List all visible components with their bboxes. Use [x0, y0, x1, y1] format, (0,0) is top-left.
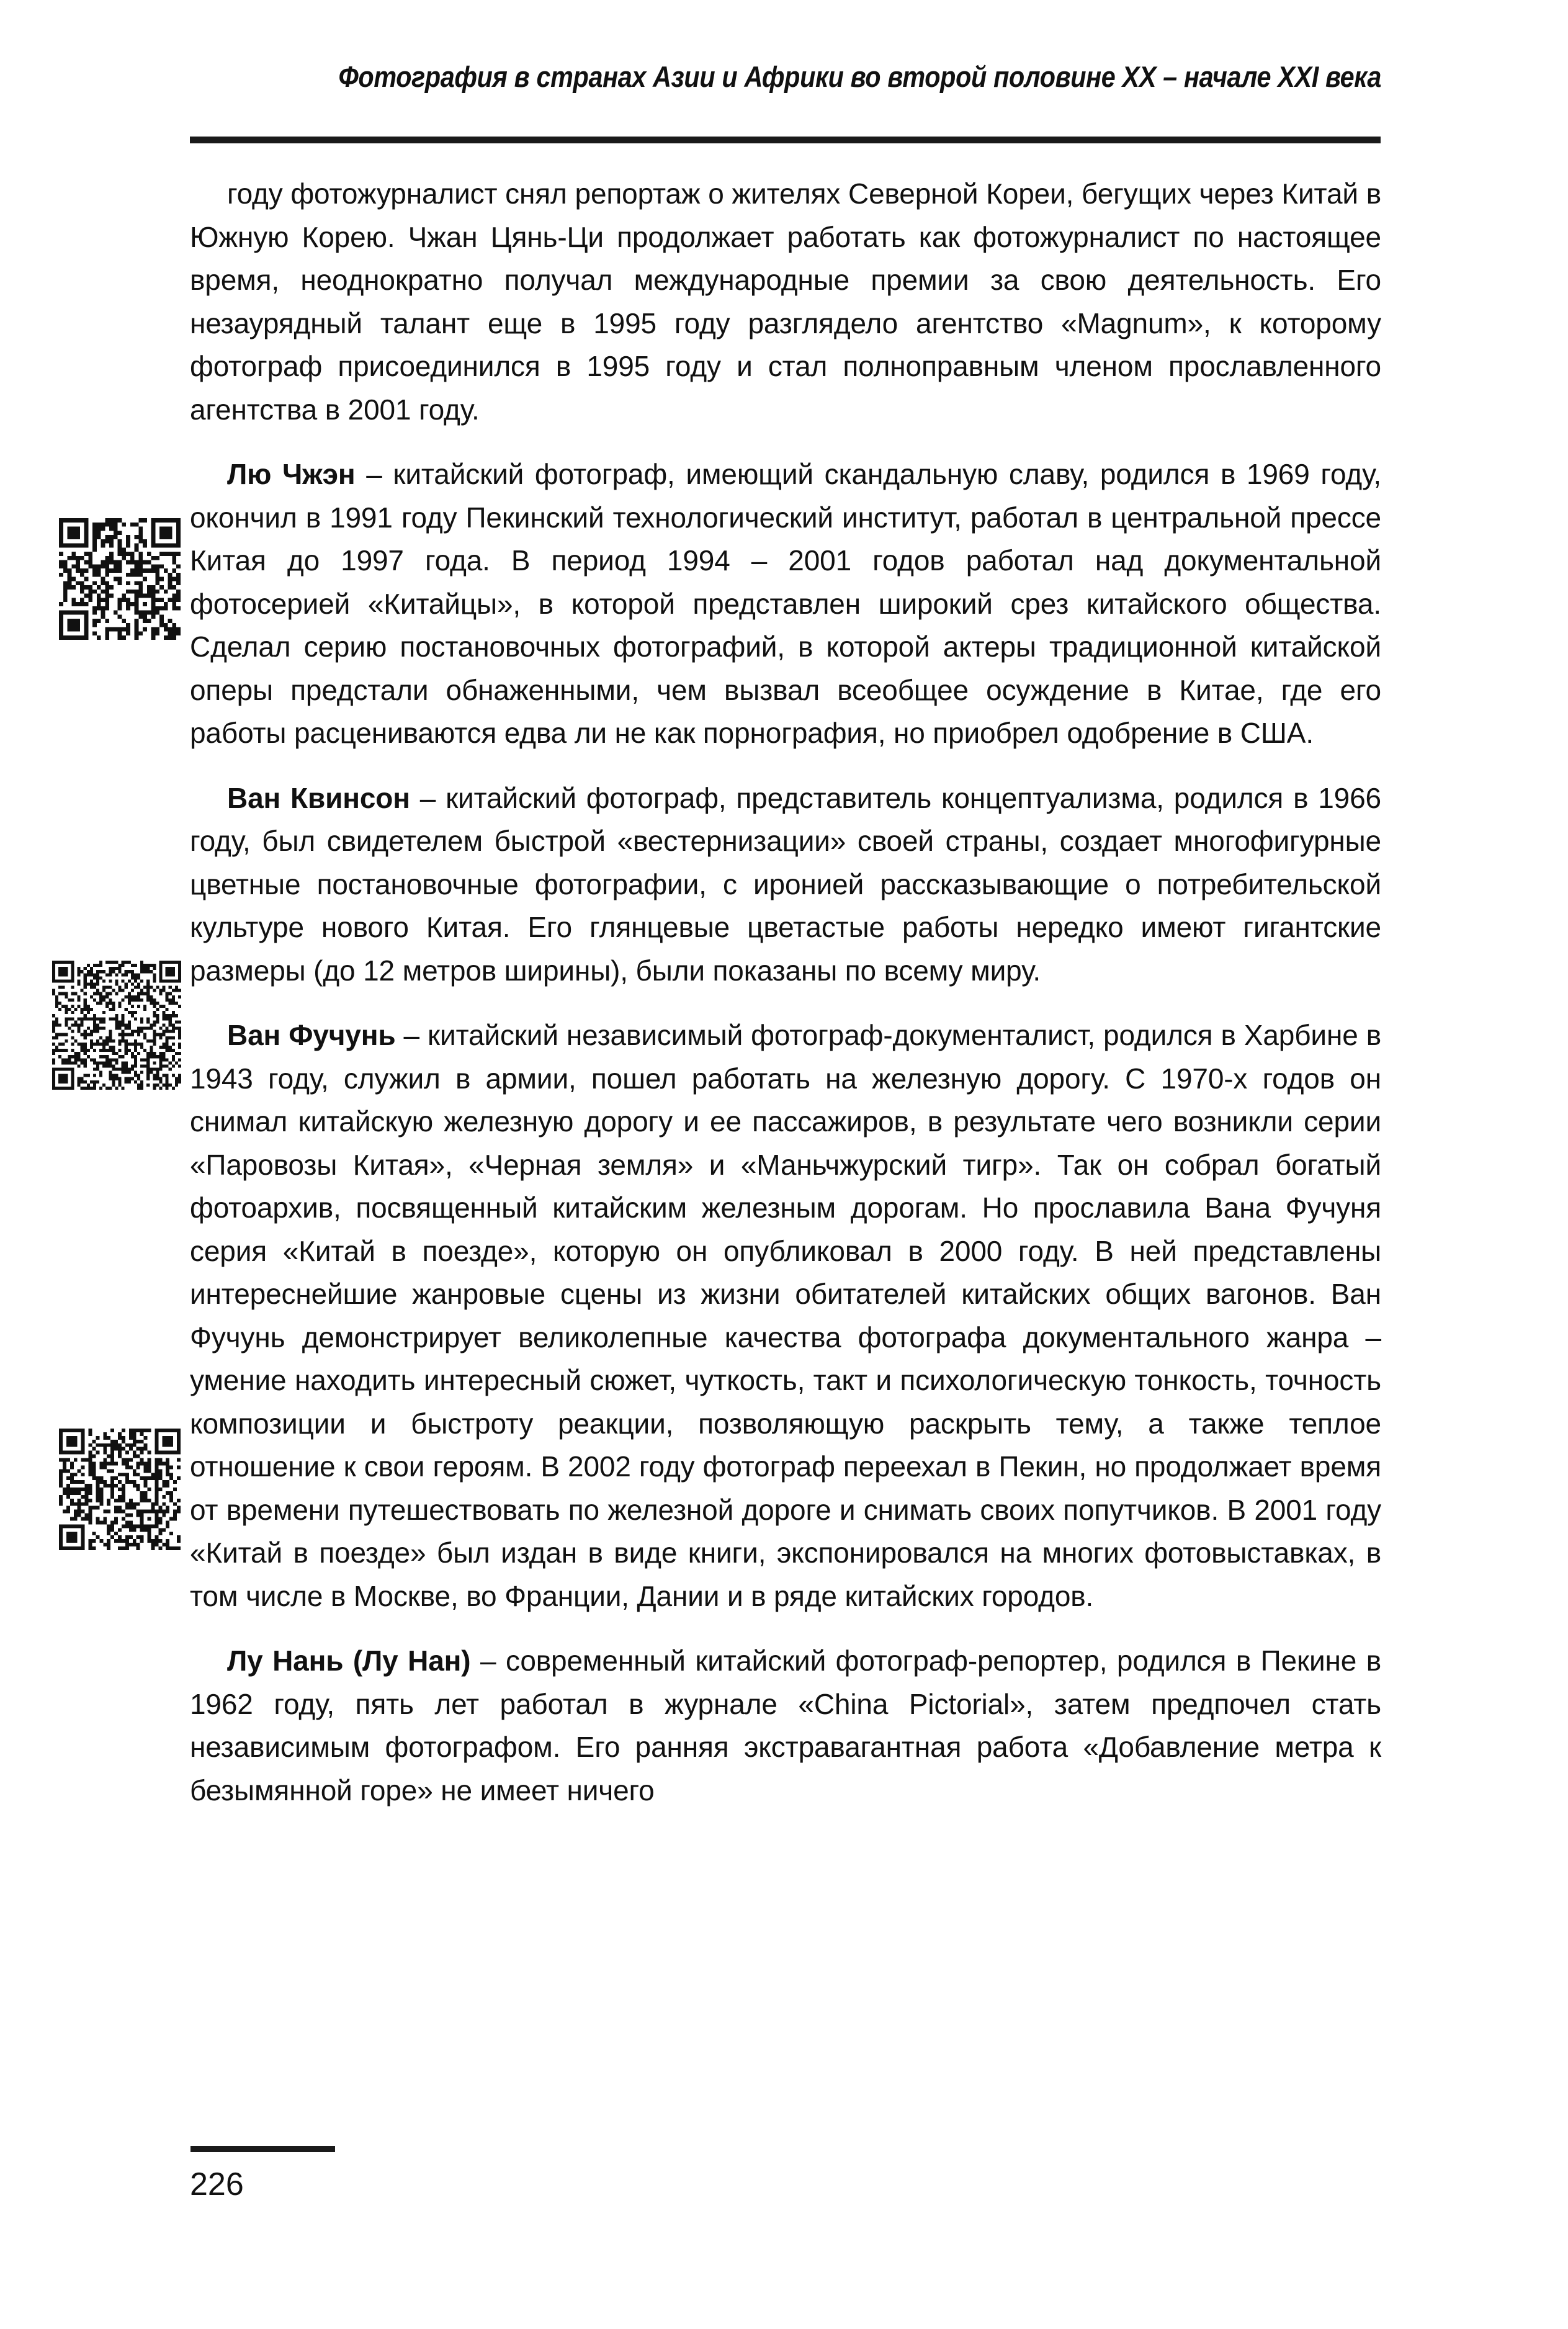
footer-rule	[190, 2146, 335, 2152]
paragraph-liu-zheng	[190, 453, 1381, 755]
body-text-column	[190, 173, 1381, 1812]
header-rule	[190, 137, 1381, 143]
paragraph-body: – современный китайский фотограф-репортер, родился в Пекине в 1962 году, пять лет работал в журнале «China Pictorial», затем предпочел стать независимым фотографом. Его ранняя экстравагантная работа «Добавление метра к безымянной горе» не имеет ничего	[190, 1645, 1382, 1806]
paragraph-body: – китайский независимый фотограф-документалист, родился в Харбине в 1943 году, служил в армии, пошел работать на железную дорогу. С 1970-х годов он снимал китайскую железную дорогу и ее пассажиров, в результате чего возникли серии «Паровозы Китая», «Черная земля» и «Маньчжурский тигр». Так он собрал богатый фотоархив, посвященный китайским железным дорогам. Но прославила Вана Фучуня серия «Китай в поезде», которую он опубликовал в 2000 году. В ней представлены интереснейшие жанровые сцены из жизни обитателей китайских общих вагонов. Ван Фучунь демонстрирует великолепные качества фотографа документального жанра – умение находить интересный сюжет, чуткость, такт и психологическую тонкость, точность композиции и быстроту реакции, позволяющую раскрыть тему, а также теплое отношение к свои героям. В 2002 году фотограф переехал в Пекин, но продолжает время от времени путешествовать по железной дороге и снимать своих попутчиков. В 2001 году «Китай в поезде» был издан в виде книги, экспонировался на многих фотовыставках, в том числе в Москве, во Франции, Дании и в ряде китайских городов.	[190, 1019, 1381, 1612]
entry-name-wang-fuchun: Ван Фучунь	[227, 1019, 396, 1051]
paragraph-body: году фотожурналист снял репортаж о жителях Северной Кореи, бегущих через Китай в Южную Корею. Чжан Цянь-Ци продолжает работать как фотожурналист по настоящее время, неоднократно получал международные премии за свою деятельность. Его незаурядный талант еще в 1995 году разглядело агентство «Magnum», к которому фотограф присоединился в 1995 году и стал полноправным членом прославленного агентства в 2001 году.	[190, 177, 1381, 426]
qr-code-icon-liu-zheng[interactable]	[59, 518, 181, 640]
qr-code-icon-wang-qingsong[interactable]	[52, 961, 181, 1090]
qr-code-icon-wang-fuchun[interactable]	[59, 1429, 181, 1550]
paragraph-lu-nan	[190, 1640, 1381, 1812]
paragraph-wang-fuchun	[190, 1014, 1381, 1618]
running-head: Фотография в странах Азии и Африки во второй половине XX – начале XXI века	[338, 60, 1381, 93]
paragraph-wang-qingsong	[190, 777, 1381, 993]
paragraph-zhang-qiangqi	[190, 173, 1381, 431]
page-number: 226	[190, 2166, 244, 2202]
paragraph-body: – китайский фотограф, представитель концептуализма, родился в 1966 году, был свидетелем быстрой «вестернизации» своей страны, создает многофигурные цветные постановочные фотографии, с иронией рассказывающие о потребительской культуре нового Китая. Его глянцевые цветастые работы нередко имеют гигантские размеры (до 12 метров ширины), были показаны по всему миру.	[190, 781, 1381, 987]
entry-name-wang-qingsong: Ван Квинсон	[227, 781, 410, 814]
entry-name-liu-zheng: Лю Чжэн	[227, 458, 356, 490]
entry-name-lu-nan: Лу Нань (Лу Нан)	[227, 1645, 471, 1677]
paragraph-body: – китайский фотограф, имеющий скандальную славу, родился в 1969 году, окончил в 1991 году Пекинский технологический институт, работал в центральной прессе Китая до 1997 года. В период 1994 – 2001 годов работал над документальной фотосерией «Китайцы», в которой представлен широкий срез китайского общества. Сделал серию постановочных фотографий, в которой актеры традиционной китайской оперы предстали обнаженными, чем вызвал всеобщее осуждение в Китае, где его работы расцениваются едва ли не как порнография, но приобрел одобрение в США.	[190, 458, 1381, 749]
